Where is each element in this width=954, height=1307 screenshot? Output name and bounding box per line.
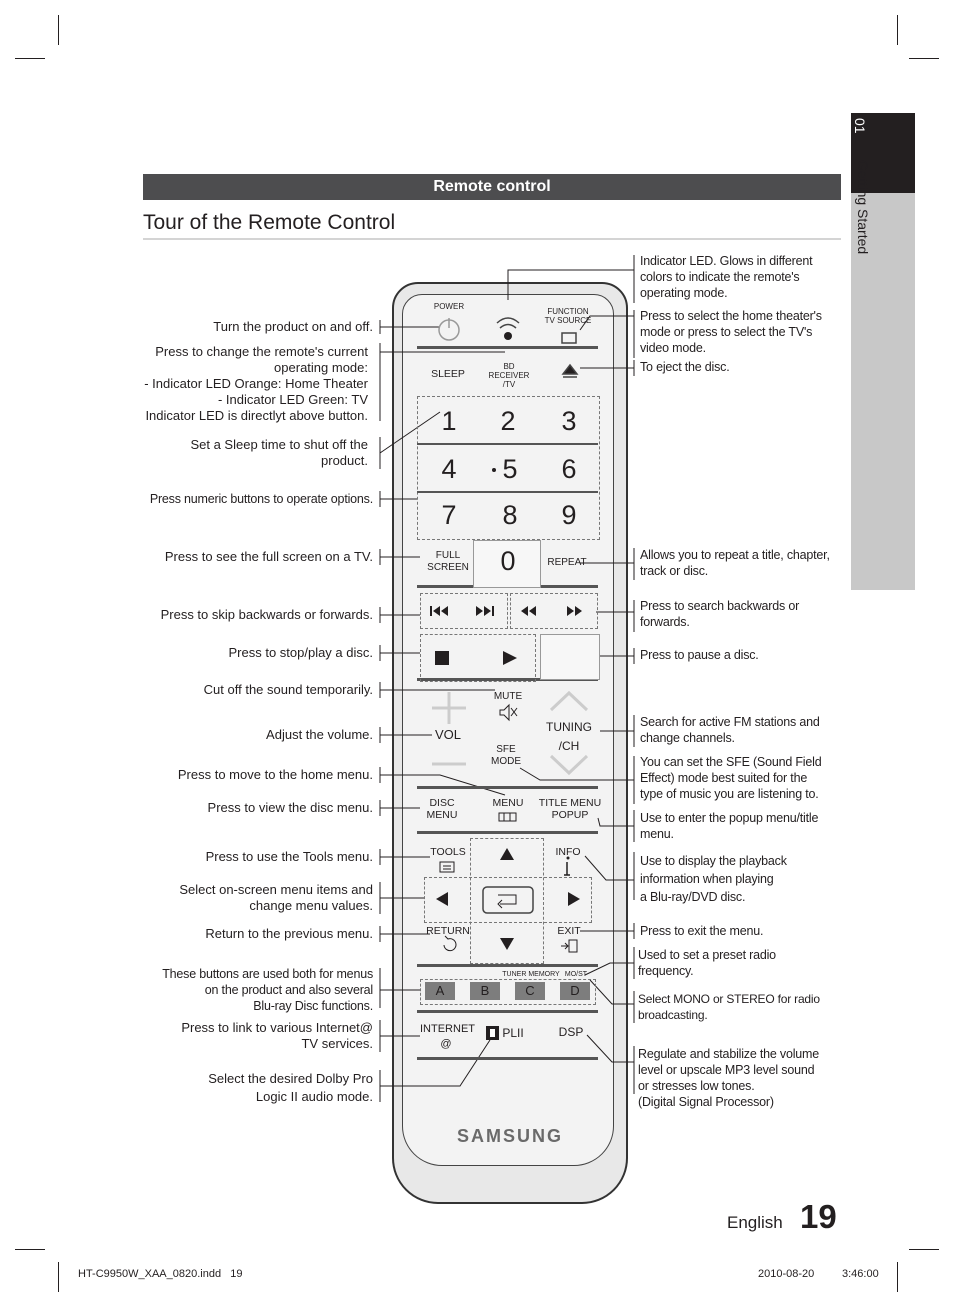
divider xyxy=(417,443,598,445)
label-volume: Adjust the volume. xyxy=(266,727,373,742)
info-button[interactable]: INFO xyxy=(555,846,581,858)
print-date: 2010-08-20 xyxy=(758,1268,815,1280)
label-numeric: Press numeric buttons to operate options. xyxy=(149,492,373,506)
digit-2-button[interactable]: 2 xyxy=(500,406,516,436)
power-button-label[interactable]: POWER xyxy=(433,302,465,311)
label-info: Use to display the playback information when playing a Blu-ray/DVD disc. xyxy=(640,854,787,904)
label-repeat: Allows you to repeat a title, chapter, track or disc. xyxy=(640,548,830,578)
stop-play-border xyxy=(420,634,536,682)
bd-receiver-button[interactable]: BD RECEIVER /TV xyxy=(488,362,530,389)
digit-7-button[interactable]: 7 xyxy=(441,500,457,530)
label-mono-stereo: Select MONO or STEREO for radio broadcasting. xyxy=(638,992,820,1022)
digit-9-button[interactable]: 9 xyxy=(561,500,577,530)
tuner-memory-label: TUNER MEMORY xyxy=(502,971,560,978)
digit-5-button[interactable]: 5 xyxy=(502,454,518,484)
color-key-b[interactable]: B xyxy=(470,982,500,1000)
label-skip: Press to skip backwards or forwards. xyxy=(160,607,373,622)
divider xyxy=(417,831,598,834)
label-exit: Press to exit the menu. xyxy=(640,924,764,938)
plii-button[interactable]: PLII xyxy=(502,1026,524,1040)
mo-st-label: MO/ST xyxy=(564,971,588,978)
chapter-number: 01 xyxy=(852,118,868,134)
sfe-mode-button[interactable]: SFE MODE xyxy=(491,744,521,767)
label-tuner-memory: Used to set a preset radio frequency. xyxy=(638,948,776,978)
pause-key[interactable] xyxy=(540,634,600,680)
mute-button[interactable]: MUTE xyxy=(493,691,523,702)
label-sleep: Set a Sleep time to shut off the product. xyxy=(190,437,368,468)
label-mute: Cut off the sound temporarily. xyxy=(203,682,373,697)
page-title: Tour of the Remote Control xyxy=(143,211,396,234)
label-home: Press to move to the home menu. xyxy=(177,767,373,782)
disc-menu-button[interactable]: DISC MENU xyxy=(426,797,458,821)
section-header: Remote control xyxy=(143,174,841,200)
color-key-d[interactable]: D xyxy=(560,982,590,1000)
divider xyxy=(417,491,598,493)
search-buttons-border xyxy=(510,593,598,629)
digit-8-button[interactable]: 8 xyxy=(502,500,518,530)
label-select: Select on-screen menu items and change menu values. xyxy=(179,882,373,913)
digit-1-button[interactable]: 1 xyxy=(441,406,457,436)
print-time: 3:46:00 xyxy=(842,1268,879,1280)
navigation-pad-border xyxy=(424,877,592,923)
menu-button[interactable]: MENU xyxy=(492,797,524,809)
label-color-buttons: These buttons are used both for menus on the product and also several Blu-ray Disc functions. xyxy=(162,967,373,1013)
internet-button[interactable]: INTERNET @ xyxy=(420,1023,475,1050)
digit-4-button[interactable]: 4 xyxy=(441,454,457,484)
skip-buttons-border xyxy=(420,593,508,629)
color-key-a[interactable]: A xyxy=(425,982,455,1000)
digit-0-button[interactable]: 0 xyxy=(500,546,516,576)
function-button-label[interactable]: FUNCTION TV SOURCE xyxy=(544,307,592,325)
label-function: Press to select the home theater's mode or press to select the TV's video mode. xyxy=(640,309,822,355)
label-tools: Press to use the Tools menu. xyxy=(205,849,373,864)
label-internet: Press to link to various Internet@ TV services. xyxy=(181,1020,373,1051)
label-return: Return to the previous menu. xyxy=(205,926,373,941)
color-key-c[interactable]: C xyxy=(515,982,545,1000)
digit-3-button[interactable]: 3 xyxy=(561,406,577,436)
label-dsp: Regulate and stabilize the volume level or upscale MP3 level sound or stresses low tones. (Digital Signal Processor) xyxy=(638,1047,820,1109)
label-search: Press to search backwards or forwards. xyxy=(640,599,800,629)
label-fullscreen: Press to see the full screen on a TV. xyxy=(164,549,373,564)
label-popup: Use to enter the popup menu/title menu. xyxy=(640,811,819,841)
chapter-title: Getting Started xyxy=(855,160,871,255)
samsung-logo: SAMSUNG xyxy=(456,1126,563,1146)
label-mode: Press to change the remote's current operating mode: - Indicator LED Orange: Home Theater - Indicator LED Green: TV Indicator LED is directlyt above button. xyxy=(144,344,368,423)
page-number: 19 xyxy=(800,1198,837,1235)
divider xyxy=(417,1057,598,1060)
label-power: Turn the product on and off. xyxy=(213,319,373,334)
label-eject: To eject the disc. xyxy=(640,360,730,374)
divider xyxy=(417,964,598,967)
tools-button[interactable]: TOOLS xyxy=(430,846,466,858)
digit-6-button[interactable]: 6 xyxy=(561,454,577,484)
divider xyxy=(417,346,598,349)
return-button[interactable]: RETURN xyxy=(426,925,470,937)
full-screen-button[interactable]: FULL SCREEN xyxy=(427,550,469,573)
label-sfe: You can set the SFE (Sound Field Effect) mode best suited for the type of music you are listening to. xyxy=(640,755,822,801)
sleep-button[interactable]: SLEEP xyxy=(431,368,465,380)
label-disc-menu: Press to view the disc menu. xyxy=(207,800,373,815)
repeat-button[interactable]: REPEAT xyxy=(547,557,587,568)
language-label: English xyxy=(727,1213,783,1232)
label-pause: Press to pause a disc. xyxy=(640,648,759,662)
title-menu-popup-button[interactable]: TITLE MENU POPUP xyxy=(538,797,602,821)
divider xyxy=(417,786,598,789)
label-tuning: Search for active FM stations and change channels. xyxy=(640,715,820,745)
file-name: HT-C9950W_XAA_0820.indd 19 xyxy=(78,1268,243,1280)
label-dolby: Select the desired Dolby Pro Logic II audio mode. xyxy=(208,1071,373,1104)
volume-label[interactable]: VOL xyxy=(434,727,461,742)
exit-button[interactable]: EXIT xyxy=(557,925,581,937)
tuning-channel-label[interactable]: TUNING /CH xyxy=(546,720,592,753)
divider xyxy=(417,1010,598,1013)
dsp-button[interactable]: DSP xyxy=(558,1025,584,1039)
label-indicator-led: Indicator LED. Glows in different colors to indicate the remote's operating mode. xyxy=(640,254,813,300)
label-stop-play: Press to stop/play a disc. xyxy=(228,645,373,660)
